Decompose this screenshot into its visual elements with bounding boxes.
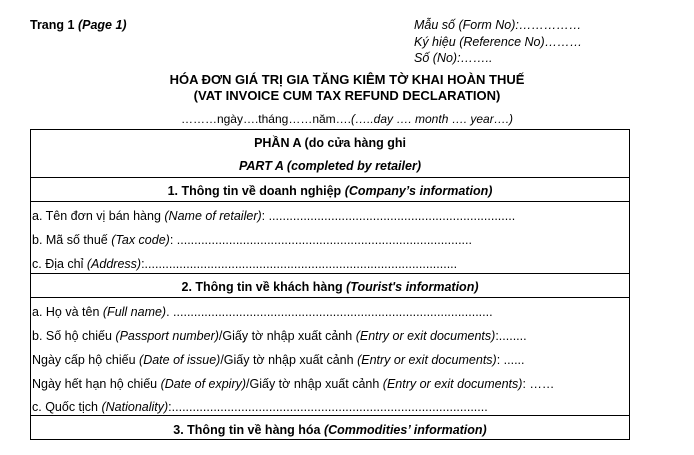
date-of-issue-label: Ngày cấp hộ chiếu [32,353,136,367]
entry-exit-doc-label: /Giấy tờ nhập xuất cảnh [220,353,354,367]
document-title-en: (VAT INVOICE CUM TAX REFUND DECLARATION) [193,88,501,103]
passport-number-field[interactable] [32,329,527,344]
divider [31,177,629,178]
divider [31,415,629,416]
form-number-label: Mẫu số [414,18,455,32]
page-label-vn: Trang 1 [30,18,75,32]
date-line-vn: ………ngày….tháng……năm…. [180,112,351,126]
section-1-title-en: (Company’s information) [344,184,493,198]
tax-code-blank[interactable]: : ..................................................................................... [169,233,472,247]
address-label-en: (Address) [86,257,142,271]
retailer-name-label: a. Tên đơn vị bán hàng [32,209,161,223]
serial-number-field [414,51,493,66]
document-title-vn: HÓA ĐƠN GIÁ TRỊ GIA TĂNG KIÊM TỜ KHAI HOÀN THUẾ [169,72,525,87]
reference-number-value: (Reference No)……… [459,35,583,49]
section-3-title-vn: 3. Thông tin về hàng hóa [173,423,321,437]
reference-number-field [414,35,582,50]
section-3-title [31,423,629,438]
tax-code-label: b. Mã số thuế [32,233,108,247]
date-of-issue-blank[interactable]: : ...... [496,353,525,367]
entry-exit-doc-label-en: (Entry or exit documents) [382,377,523,391]
section-1-title-vn: 1. Thông tin về doanh nghiệp [167,184,342,198]
section-2-title-vn: 2. Thông tin về khách hàng [181,280,343,294]
part-a-subtitle: PART A (completed by retailer) [239,159,421,173]
date-of-expiry-blank[interactable]: : …… [522,377,555,391]
nationality-label: c. Quốc tịch [32,400,98,414]
passport-number-label: b. Số hộ chiếu [32,329,112,343]
retailer-name-blank[interactable]: : ....................................................................... [261,209,516,223]
date-of-expiry-label-en: (Date of expiry) [160,377,247,391]
address-field[interactable] [32,257,457,272]
tax-code-label-en: (Tax code) [111,233,170,247]
retailer-name-label-en: (Name of retailer) [164,209,262,223]
tax-code-field[interactable] [32,233,472,248]
divider [31,273,629,274]
entry-exit-doc-label-en: (Entry or exit documents) [355,329,496,343]
date-of-expiry-field[interactable] [32,377,554,392]
address-blank[interactable]: :.......................................................................................... [141,257,458,271]
full-name-blank[interactable]: . ............................................................................................ [166,305,493,319]
reference-number-label: Ký hiệu [414,35,456,49]
section-2-title [31,280,629,295]
entry-exit-doc-label-en: (Entry or exit documents) [357,353,497,367]
divider [31,201,629,202]
full-name-label-en: (Full name) [102,305,167,319]
retailer-name-field[interactable] [32,209,515,224]
date-line [0,112,694,127]
nationality-blank[interactable]: :........................................................................................... [168,400,488,414]
entry-exit-doc-label: /Giấy tờ nhập xuất cảnh [246,377,380,391]
full-name-field[interactable] [32,305,493,320]
date-of-expiry-label: Ngày hết hạn hộ chiếu [32,377,158,391]
section-1-title [31,184,629,199]
full-name-label: a. Họ và tên [32,305,100,319]
page-label-en: (Page 1) [77,18,127,32]
section-2-title-en: (Tourist's information) [346,280,479,294]
nationality-field[interactable] [32,400,488,415]
passport-number-label-en: (Passport number) [115,329,219,343]
form-number-value: (Form No):…………… [458,18,582,32]
date-of-issue-field[interactable] [32,353,525,368]
date-of-issue-label-en: (Date of issue) [139,353,221,367]
date-line-en: (…..day …. month …. year….) [351,112,514,126]
address-label: c. Địa chỉ [32,257,84,271]
section-3-title-en: (Commodities’ information) [323,423,487,437]
page-label [30,18,127,33]
serial-number-label: Số [414,51,430,65]
passport-number-blank[interactable]: :........ [495,329,527,343]
form-table [30,129,630,440]
entry-exit-doc-label: /Giấy tờ nhập xuất cảnh [218,329,353,343]
nationality-label-en: (Nationality) [101,400,169,414]
part-a-title: PHẦN A (do cửa hàng ghi [254,136,406,150]
form-number-field [414,18,581,33]
divider [31,297,629,298]
serial-number-value: (No):…….. [432,51,493,65]
